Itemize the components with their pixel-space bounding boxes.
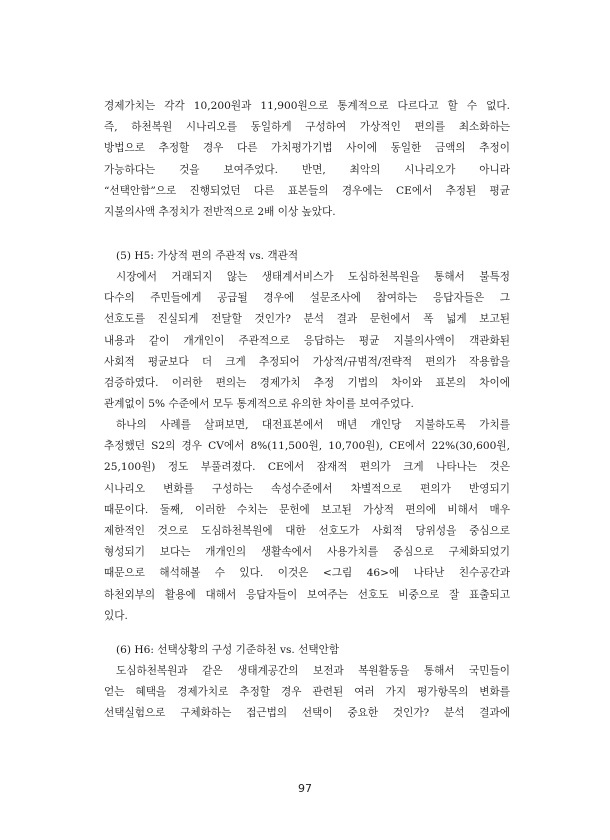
text-line: 검증하였다. 이러한 편의는 경제가치 추정 기법의 차이와 표본의 차이에 — [104, 376, 510, 389]
text-line: 지불의사액 추정치가 전반적으로 2배 이상 높았다. — [104, 205, 336, 218]
text-line: 선호도를 진실되게 전달할 것인가? 분석 결과 문헌에서 폭 넓게 보고된 — [104, 313, 510, 326]
text-line: 형성되기 보다는 개개인의 생활속에서 사용가치를 중심으로 구체화되었기 — [104, 546, 510, 559]
text-line: 내용과 같이 개개인이 주관적으로 응답하는 평균 지불의사액이 객관화된 — [104, 334, 510, 347]
text-line: 경제가치는 각각 10,200원과 11,900원으로 통계적으로 다르다고 할 수 없다. — [104, 100, 510, 112]
text-line: 선택실험으로 구체화하는 접근법의 선택이 중요한 것인가? 분석 결과에 — [104, 707, 510, 720]
section-heading-h6: (6) H6: 선택상황의 구성 기준하천 vs. 선택안함 — [116, 644, 340, 656]
text-line: 시장에서 거래되지 않는 생태계서비스가 도심하천복원을 통해서 불특정 — [116, 271, 510, 283]
text-line: 관계없이 5% 수준에서 모두 통계적으로 유의한 차이를 보여주었다. — [104, 398, 414, 411]
text-line: 때문이다. 둘째, 이러한 수치는 문헌에 보고된 가상적 편의에 비해서 매우 — [104, 503, 510, 516]
text-line: 때문으로 해석해볼 수 있다. 이것은 <그림 46>에 나타난 친수공간과 — [104, 567, 510, 580]
text-line: 제한적인 것으로 도심하천복원에 대한 선호도가 사회적 당위성을 중심으로 — [104, 524, 510, 537]
paragraph-1 — [104, 96, 510, 223]
text-line: 25,100원) 정도 부풀려졌다. CE에서 잠재적 편의가 크게 나타나는 것은 — [104, 461, 510, 474]
text-line: 가능하다는 것을 보여주었다. 반면, 최악의 시나리오가 아니라 — [104, 163, 510, 176]
text-line: 시나리오 변화를 구성하는 속성수준에서 차별적으로 편의가 반영되기 — [104, 482, 510, 495]
text-line: 하천외부의 활용에 대해서 응답자들이 보여주는 선호도 비중으로 잘 표출되고 — [104, 588, 510, 601]
text-line: “선택안함”으로 진행되었던 다른 표본들의 경우에는 CE에서 추정된 평균 — [104, 184, 510, 197]
paragraph-4 — [104, 661, 510, 725]
text-line: 방법으로 추정할 경우 다른 가치평가기법 사이에 동일한 금액의 추정이 — [104, 142, 510, 155]
text-line: 사회적 평균보다 더 크게 추정되어 가상적/규범적/전략적 편의가 작용함을 — [104, 355, 510, 368]
text-line: 다수의 주민들에게 공급될 경우에 설문조사에 참여하는 응답자들은 그 — [104, 292, 510, 305]
text-line: 있다. — [104, 609, 128, 622]
text-line: 얻는 혜택을 경제가치로 추정할 경우 관련된 여러 가지 평가항목의 변화를 — [104, 686, 510, 699]
text-line: 즉, 하천복원 시나리오를 동일하게 구성하여 가상적인 편의를 최소화하는 — [104, 121, 510, 134]
page-number: 97 — [298, 782, 312, 795]
text-line: 하나의 사례를 살펴보면, 대전표본에서 매년 개인당 지불하도록 가치를 — [116, 419, 510, 431]
text-line: 도심하천복원과 같은 생태계공간의 보전과 복원활동을 통해서 국민들이 — [116, 665, 510, 677]
paragraph-3 — [104, 415, 510, 627]
text-line: 추정했던 S2의 경우 CV에서 8%(11,500원, 10,700원), CE에서 22%(30,600원, — [104, 440, 510, 453]
section-heading-h5: (5) H5: 가상적 편의 주관적 vs. 객관적 — [116, 250, 299, 262]
paragraph-2 — [104, 267, 510, 415]
